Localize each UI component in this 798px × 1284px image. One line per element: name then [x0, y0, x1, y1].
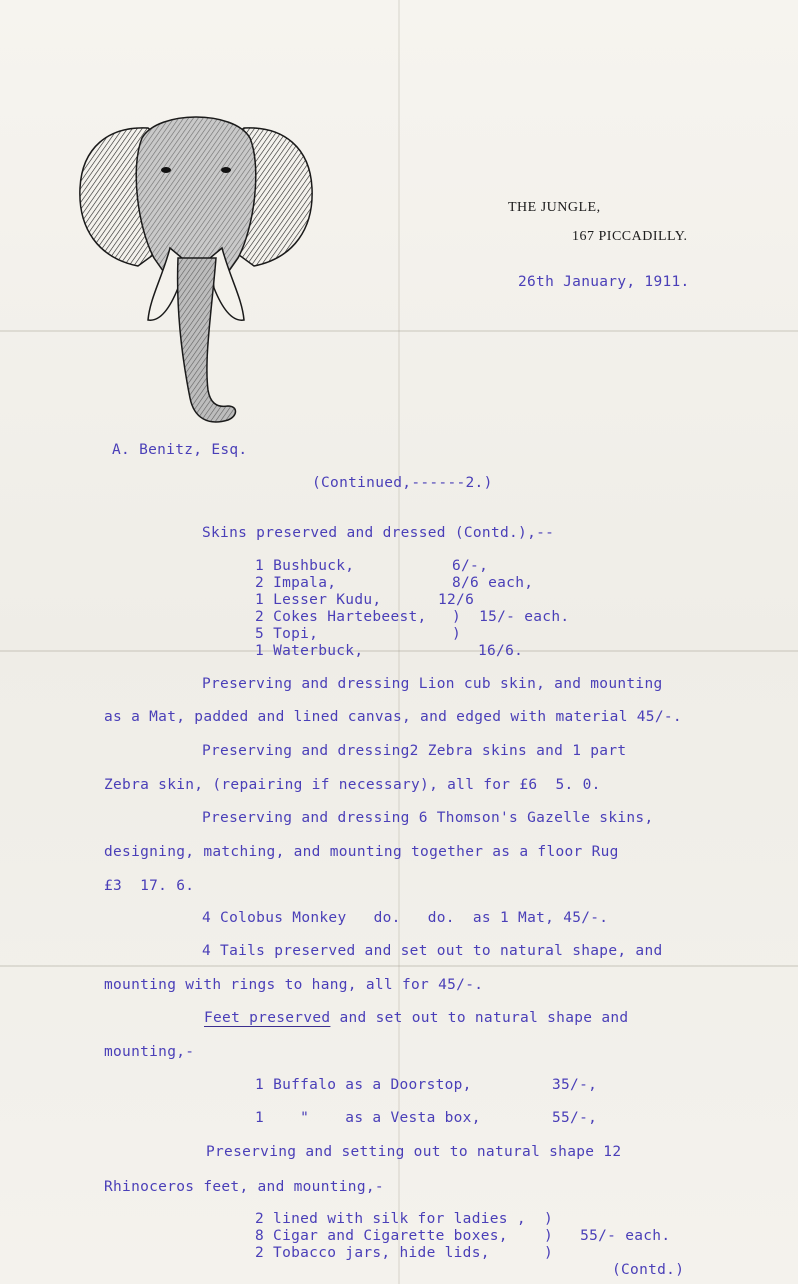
skins-heading: Skins preserved and dressed (Contd.),--: [202, 525, 555, 541]
letterhead-name: THE JUNGLE,: [508, 200, 601, 215]
list-item: 1 Bushbuck,: [255, 558, 355, 574]
elephant-head-icon: [78, 108, 314, 434]
list-item: 2 Tobacco jars, hide lids, ): [255, 1245, 553, 1261]
paragraph-line: designing, matching, and mounting together as a floor Rug: [104, 844, 619, 860]
list-item: 2 lined with silk for ladies , ): [255, 1211, 553, 1227]
list-item-price: 12/6: [438, 592, 475, 608]
list-item: 2 Cokes Hartebeest,: [255, 609, 427, 625]
list-item: 1 Lesser Kudu,: [255, 592, 382, 608]
list-item: 2 Impala,: [255, 575, 337, 591]
list-item: 1 Buffalo as a Doorstop,: [255, 1077, 472, 1093]
list-item: 1 " as a Vesta box,: [255, 1110, 481, 1126]
paragraph-line: Zebra skin, (repairing if necessary), all for £6 5. 0.: [104, 777, 601, 793]
paragraph-line: 4 Tails preserved and set out to natural shape, and: [202, 943, 663, 959]
list-item: 1 Waterbuck,: [255, 643, 364, 659]
letterhead-address: 167 PICCADILLY.: [572, 229, 688, 244]
paragraph-line: Rhinoceros feet, and mounting,-: [104, 1179, 384, 1195]
paragraph-line: Preserving and dressing 6 Thomson's Gazelle skins,: [202, 810, 654, 826]
list-item-price: 8/6 each,: [452, 575, 534, 591]
recipient: A. Benitz, Esq.: [112, 442, 248, 458]
paragraph-line: mounting with rings to hang, all for 45/-.: [104, 977, 484, 993]
paragraph-line: as a Mat, padded and lined canvas, and edged with material 45/-.: [104, 709, 682, 725]
list-item-price: 6/-,: [452, 558, 489, 574]
paragraph-line: 4 Colobus Monkey do. do. as 1 Mat, 45/-.: [202, 910, 609, 926]
list-item-price: ): [452, 626, 462, 642]
list-item-price: 35/-,: [552, 1077, 598, 1093]
letter-date: 26th January, 1911.: [518, 274, 690, 290]
paragraph-line: Preserving and dressing2 Zebra skins and 1 part: [202, 743, 627, 759]
continued-marker: (Continued,------2.): [312, 475, 493, 491]
continued-footer: (Contd.): [612, 1262, 685, 1278]
list-item: 8 Cigar and Cigarette boxes, ) 55/- each.: [255, 1228, 671, 1244]
paragraph-line: Preserving and setting out to natural shape 12: [206, 1144, 622, 1160]
feet-heading: Feet preserved: [204, 1010, 331, 1026]
paragraph-line: Preserving and dressing Lion cub skin, and mounting: [202, 676, 663, 692]
paragraph-line: Feet preserved and set out to natural shape and: [204, 1010, 629, 1026]
list-item: 5 Topi,: [255, 626, 319, 642]
list-item-price: 55/-,: [552, 1110, 598, 1126]
paragraph-line: mounting,-: [104, 1044, 195, 1060]
list-item-price: ) 15/- each.: [452, 609, 570, 625]
paragraph-line: £3 17. 6.: [104, 878, 195, 894]
list-item-price: 16/6.: [478, 643, 524, 659]
